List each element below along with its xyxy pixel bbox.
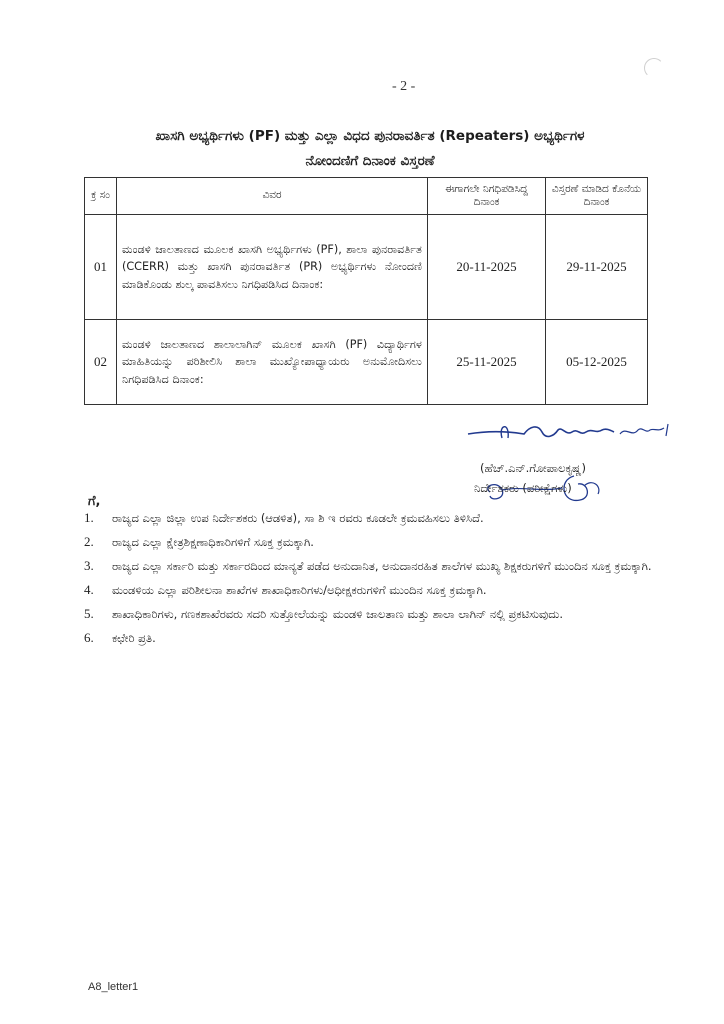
header-sl-no: ಕ್ರ ಸಂ — [85, 178, 117, 215]
list-item-number: 4. — [84, 582, 94, 597]
row-original-date: 25-11-2025 — [428, 320, 546, 405]
list-item-number: 5. — [84, 606, 94, 621]
signatory-name: (ಹೆಚ್.ಎನ್.ಗೋಪಾಲಕೃಷ್ಣ) — [480, 461, 586, 475]
table-row — [85, 320, 648, 405]
header-original-date: ಈಗಾಗಲೇ ನಿಗಧಿಪಡಿಸಿದ್ದ ದಿನಾಂಕ — [428, 178, 546, 215]
row-original-date: 20-11-2025 — [428, 215, 546, 320]
row-sl-no: 02 — [85, 320, 117, 405]
signatory-designation: ನಿರ್ದೇಶಕರು (ಪರೀಕ್ಷೆಗಳು) — [474, 481, 572, 495]
header-extended-date: ವಿಸ್ತರಣೆ ಮಾಡಿದ ಕೊನೆಯ ದಿನಾಂಕ — [546, 178, 648, 215]
row-details: ಮಂಡಳಿ ಜಾಲತಾಣದ ಮೂಲಕ ಖಾಸಗಿ ಅಭ್ಯರ್ಥಿಗಳು (PF), ಶಾಲಾ ಪುನರಾವರ್ತಿತ (CCERR) ಮತ್ತು ಖಾಸಗಿ ಪುನರಾವರ್ತಿತ (PR) ಅಭ್ಯರ್ಥಿಗಳು ನೋಂದಣಿ ಮಾಡಿಕೊಂಡು ಶುಲ್ಕ ಪಾವತಿಸಲು ನಿಗಧಿಪಡಿಸಿದ ದಿನಾಂಕ: — [117, 215, 428, 320]
list-item-text: ರಾಜ್ಯದ ಎಲ್ಲಾ ಜಿಲ್ಲಾ ಉಪ ನಿರ್ದೇಶಕರು (ಆಡಳಿತ), ಸಾ ಶಿ ಇ ರವರು ಕೂಡಲೇ ಕ್ರಮವಹಿಸಲು ತಿಳಿಸಿದೆ. — [112, 511, 484, 525]
footer-reference: A8_letter1 — [88, 981, 139, 993]
list-item-number: 6. — [84, 630, 94, 645]
list-item — [84, 604, 664, 624]
list-item-number: 2. — [84, 534, 94, 549]
list-item — [84, 532, 664, 552]
document-title-line-1: ಖಾಸಗಿ ಅಭ್ಯರ್ಥಿಗಳು (PF) ಮತ್ತು ಎಲ್ಲಾ ವಿಧದ ಪುನರಾವರ್ತಿತ (Repeaters) ಅಭ್ಯರ್ಥಿಗಳ — [155, 128, 585, 144]
row-details: ಮಂಡಳಿ ಜಾಲತಾಣದ ಶಾಲಾಲಾಗಿನ್ ಮೂಲಕ ಖಾಸಗಿ (PF) ವಿದ್ಯಾರ್ಥಿಗಳ ಮಾಹಿತಿಯನ್ನು ಪರಿಶೀಲಿಸಿ ಶಾಲಾ ಮುಖ್ಯೋಪಾಧ್ಯಾಯರು ಅನುಮೋದಿಸಲು ನಿಗಧಿಪಡಿಸಿದ ದಿನಾಂಕ: — [117, 320, 428, 405]
list-item-number: 1. — [84, 510, 94, 525]
list-item-text: ಶಾಖಾಧಿಕಾರಿಗಳು, ಗಣಕಶಾಖೆರವರು ಸದರಿ ಸುತ್ತೋಲೆಯನ್ನು ಮಂಡಳಿ ಜಾಲತಾಣ ಮತ್ತು ಶಾಲಾ ಲಾಗಿನ್ ನಲ್ಲಿ ಪ್ರಕಟಿಸುವುದು. — [112, 607, 563, 621]
list-item — [84, 628, 664, 648]
header-details: ವಿವರ — [117, 178, 428, 215]
list-item-text: ರಾಜ್ಯದ ಎಲ್ಲಾ ಕ್ಷೇತ್ರಶಿಕ್ಷಣಾಧಿಕಾರಿಗಳಿಗೆ ಸೂಕ್ತ ಕ್ರಮಕ್ಕಾಗಿ. — [112, 535, 314, 549]
page-number: - 2 - — [392, 79, 416, 94]
distribution-label: ಗೆ, — [88, 494, 101, 509]
list-item-text: ರಾಜ್ಯದ ಎಲ್ಲಾ ಸರ್ಕಾರಿ ಮತ್ತು ಸರ್ಕಾರದಿಂದ ಮಾನ್ಯತೆ ಪಡೆದ ಅನುದಾನಿತ, ಅನುದಾನರಹಿತ ಶಾಲೆಗಳ ಮುಖ್ಯ ಶಿಕ್ಷಕರುಗಳಿಗೆ ಮುಂದಿನ ಸೂಕ್ತ ಕ್ರಮಕ್ಕಾಗಿ. — [112, 559, 652, 573]
list-item-text: ಮಂಡಳಿಯ ಎಲ್ಲಾ ಪರಿಶೀಲನಾ ಶಾಖೆಗಳ ಶಾಖಾಧಿಕಾರಿಗಳು/ಅಧೀಕ್ಷಕರುಗಳಿಗೆ ಮುಂದಿನ ಸೂಕ್ತ ಕ್ರಮಕ್ಕಾಗಿ. — [112, 583, 487, 597]
date-extension-table — [84, 177, 648, 405]
list-item — [84, 580, 664, 600]
table-header-row — [85, 178, 648, 215]
list-item — [84, 556, 664, 576]
distribution-list — [84, 508, 664, 652]
row-extended-date: 05-12-2025 — [546, 320, 648, 405]
table-row — [85, 215, 648, 320]
list-item — [84, 508, 664, 528]
document-title-line-2: ನೋಂದಣಿಗೆ ದಿನಾಂಕ ವಿಸ್ತರಣೆ — [305, 153, 435, 169]
row-extended-date: 29-11-2025 — [546, 215, 648, 320]
list-item-text: ಕಛೇರಿ ಪ್ರತಿ. — [112, 631, 156, 645]
list-item-number: 3. — [84, 558, 94, 573]
scan-corner-mark — [644, 58, 664, 78]
row-sl-no: 01 — [85, 215, 117, 320]
